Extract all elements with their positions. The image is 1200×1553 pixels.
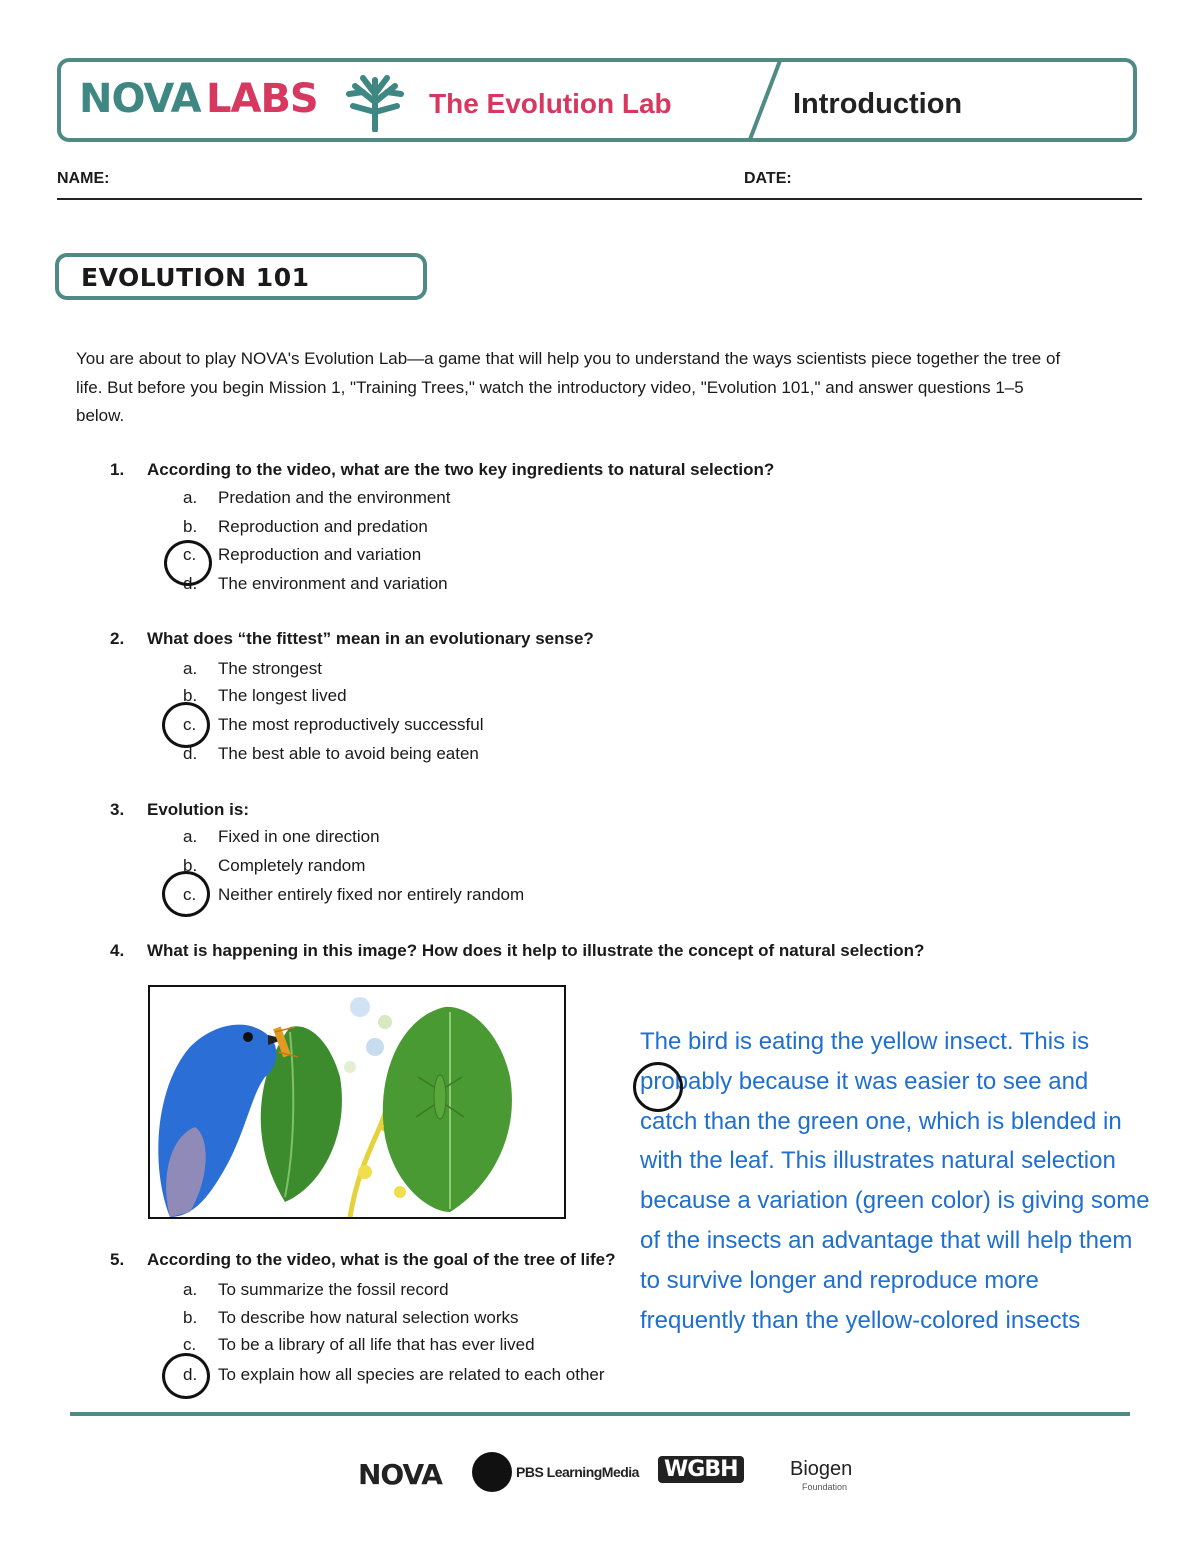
selected-answer-circle — [162, 702, 210, 748]
intro-paragraph: You are about to play NOVA's Evolution Lab—a game that will help you to understand the ways scientists piece together the tree of life. But before you begin Mission 1, "Training Trees," watch the introductory video, "Evolution 101," and answer questions 1–5 below. — [76, 349, 1061, 425]
question-text: According to the video, what are the two key ingredients to natural selection? — [147, 460, 775, 479]
header-divider — [745, 58, 785, 142]
section-label: Introduction — [793, 88, 963, 120]
answer-line: The bird is eating the yellow insect. This is — [640, 1028, 1090, 1055]
wgbh-logo: WGBH — [658, 1456, 744, 1483]
option-text: Neither entirely fixed nor entirely random — [218, 885, 525, 904]
option-text: The environment and variation — [218, 574, 448, 593]
option-text: To describe how natural selection works — [218, 1308, 519, 1327]
selected-answer-circle — [162, 1353, 210, 1399]
option-letter: b. — [183, 1308, 198, 1327]
date-label: DATE: — [744, 170, 792, 187]
question-text: What does “the fittest” mean in an evolutionary sense? — [147, 629, 594, 648]
header-banner — [57, 58, 1137, 142]
option-text: Predation and the environment — [218, 488, 451, 507]
option-letter: b. — [183, 686, 198, 705]
name-date-row — [57, 170, 1142, 200]
option-letter: c. — [183, 545, 197, 564]
logo-nova: NOVA — [79, 76, 201, 122]
footer-rule — [70, 1412, 1130, 1416]
option-text: Completely random — [218, 856, 366, 875]
answer-line: catch than the green one, which is blended in — [640, 1107, 1122, 1135]
question-number: 5. — [110, 1250, 125, 1269]
option-text: The most reproductively successful — [218, 715, 484, 734]
answer-line: probably because it was easier to see and — [640, 1067, 1089, 1095]
question-text: What is happening in this image? How does it help to illustrate the concept of natural selection? — [147, 941, 925, 960]
option-text: The strongest — [218, 659, 322, 678]
section-title-box — [55, 253, 427, 300]
option-letter: b. — [183, 856, 198, 875]
option-letter: d. — [183, 1365, 198, 1384]
nova-logo: NOVA — [358, 1458, 442, 1491]
answer-line: frequently than the yellow-colored insects — [640, 1306, 1081, 1334]
option-text: To be a library of all life that has ever lived — [218, 1335, 535, 1354]
handwritten-answer — [640, 1022, 1200, 1340]
question-number: 1. — [110, 460, 125, 479]
bird-insect-image — [148, 985, 566, 1219]
option-letter: a. — [183, 827, 198, 846]
question-number: 2. — [110, 629, 125, 648]
option-letter: c. — [183, 1335, 197, 1354]
selected-answer-circle — [164, 540, 212, 586]
question-number: 3. — [110, 800, 125, 819]
option-letter: c. — [183, 715, 197, 734]
option-letter: a. — [183, 659, 198, 678]
option-letter: a. — [183, 488, 198, 507]
option-text: To explain how all species are related to each other — [218, 1365, 605, 1384]
lab-title: The Evolution Lab — [429, 88, 672, 119]
question-text: Evolution is: — [147, 800, 249, 819]
footer-logos — [358, 1452, 858, 1496]
question-text: According to the video, what is the goal of the tree of life? — [147, 1250, 616, 1269]
selected-answer-circle — [162, 871, 210, 917]
option-letter: b. — [183, 517, 198, 536]
option-letter: d. — [183, 744, 198, 763]
tree-icon — [343, 72, 407, 132]
name-label: NAME: — [57, 170, 110, 187]
stray-circle-mark — [633, 1062, 683, 1112]
option-letter: d. — [183, 574, 198, 593]
logo-labs: LABS — [206, 76, 318, 122]
pbs-head-icon — [472, 1452, 512, 1492]
option-text: Reproduction and variation — [218, 545, 422, 564]
bird-leaf-illustration — [150, 987, 564, 1217]
section-title: EVOLUTION 101 — [81, 263, 310, 292]
answer-line: to survive longer and reproduce more — [640, 1266, 1039, 1294]
biogen-foundation-label: Foundation — [802, 1482, 848, 1492]
question-number: 4. — [110, 941, 125, 960]
option-letter: c. — [183, 885, 197, 904]
answer-line: because a variation (green color) is giving some — [640, 1187, 1150, 1215]
option-text: The best able to avoid being eaten — [218, 744, 479, 763]
option-text: The longest lived — [218, 686, 347, 705]
option-letter: a. — [183, 1280, 198, 1299]
answer-line: of the insects an advantage that will help them — [640, 1226, 1133, 1254]
biogen-logo: Biogen — [790, 1458, 853, 1480]
answer-line: with the leaf. This illustrates natural selection — [640, 1147, 1116, 1175]
option-text: Reproduction and predation — [218, 517, 428, 536]
option-text: Fixed in one direction — [218, 827, 380, 846]
pbs-learningmedia-logo: PBS LearningMedia — [516, 1464, 639, 1480]
option-text: To summarize the fossil record — [218, 1280, 449, 1299]
